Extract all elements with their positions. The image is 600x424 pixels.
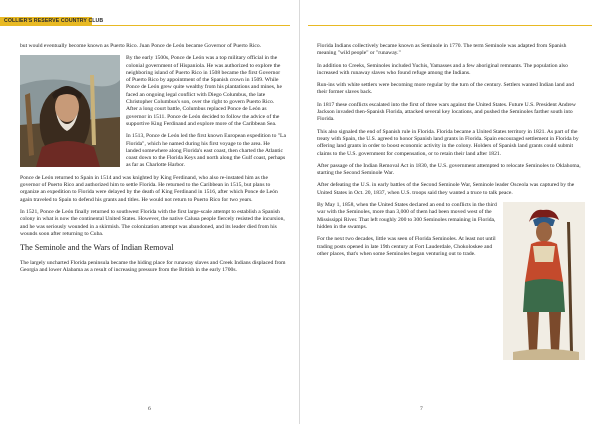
right-page bbox=[300, 0, 600, 424]
header-rule bbox=[308, 25, 592, 26]
right-text-column bbox=[317, 43, 585, 362]
paragraph: By May 1, 1858, when the United States declared an end to conflicts in the third war with the Seminoles, more than 3,000 of them had been moved west of the Mississippi River. That left roughly 200 to 300 Seminoles remaining in Florida, hidden in the swamps. bbox=[317, 202, 497, 230]
paragraph: Run-ins with white settlers were becoming more regular by the turn of the century. Settlers wanted Indian land and their former slaves back. bbox=[317, 82, 575, 96]
page-number: 7 bbox=[420, 406, 423, 412]
paragraph: The largely uncharted Florida peninsula became the hiding place for runaway slaves and Creek Indians displaced from Georgia and lower Alabama as a result of increasing pressure from the British in the early 1700s. bbox=[20, 260, 286, 274]
section-heading: The Seminole and the Wars of Indian Removal bbox=[20, 243, 174, 253]
page-number: 6 bbox=[148, 406, 151, 412]
paragraph: After passage of the Indian Removal Act in 1830, the U.S. government attempted to relocate Seminoles to Oklahoma, starting the Second Seminole War. bbox=[317, 162, 581, 177]
paragraph: In addition to Creeks, Seminoles included Yuchis, Yamasses and a few aboriginal remnants. The population also increased with runaway slaves who found refuge among the Indians. bbox=[317, 62, 568, 76]
seminole-figure bbox=[503, 202, 585, 360]
paragraph: For the next two decades, little was seen of Florida Seminoles. At least not until trading posts opened in late 19th century at Fort Lauderdale, Chokoloskee and other places, that's when some Seminoles began venturing out to trade. bbox=[317, 236, 496, 257]
paragraph: By the early 1500s, Ponce de León was a top military official in the colonial government of Hispaniola. He was authorized to explore the neighboring island of Puerto Rico in 1508 became the first Governor of Puerto Rico by appointment of the Spanish crown in 1509. While Ponce de León grew quite wealthy from his plantations and mines, he faced an ongoing legal conflict with Diego Columbus, the late Christopher Columbus's son, over the right to govern Puerto Rico. After a long court battle, Columbus replaced Ponce de León as governor in 1511. Ponce de León decided to follow the advice of the supportive King Ferdinand and explore more of the Caribbean Sea. bbox=[126, 55, 282, 127]
paragraph: but would eventually become known as Puerto Rico. Juan Ponce de León became Governor of Puerto Rico. bbox=[20, 43, 262, 49]
ponce-de-leon-portrait bbox=[20, 55, 120, 167]
header-rule bbox=[92, 25, 290, 26]
paragraph: This also signaled the end of Spanish rule in Florida. Florida became a United States territory in 1821. As part of the treaty with Spain, the U.S. agreed to honor Spanish land grants in Florida. Spain encouraged settlement in Florida by offering land grants in order to boost economic activity in the colony. Holders of Spanish land grants could submit claims to the U.S. government for compensation, or to retain their land after 1821. bbox=[317, 128, 579, 157]
paragraph: In 1513, Ponce de León led the first known European expedition to "La Florida", which he named during his first voyage to the area. He landed somewhere along Florida's east coast, then charted the Atlantic coast down to the Florida Keys and north along the Gulf coast, perhaps as far as Charlotte Harbor. bbox=[126, 133, 286, 169]
paragraph: In 1817 these conflicts escalated into the first of three wars against the United States. Future U.S. President Andrew Jackson invaded then-Spanish Florida, attacked several key locations, and pushed the Seminoles farther south into Florida. bbox=[317, 101, 576, 123]
portrait-illustration bbox=[20, 55, 120, 167]
paragraph: Ponce de León returned to Spain in 1514 and was knighted by King Ferdinand, who also re-instated him as the governor of Puerto Rico and authorized him to settle Florida. He returned to the Caribbean in 1515, but plans to organize an expedition to Florida were delayed by the death of King Ferdinand in 1516, after which Ponce de León again traveled to Spain to defend his grants and titles. He would not return to Puerto Rico for two years. bbox=[20, 174, 278, 203]
running-header: COLLIER'S RESERVE COUNTRY CLUB bbox=[0, 17, 92, 26]
paragraph: Florida Indians collectively became known as Seminole in 1770. The term Seminole was adapted from Spanish meaning "wild people" or "runaway." bbox=[317, 43, 567, 57]
paragraph: In 1521, Ponce de León finally returned to southwest Florida with the first large-scale attempt to establish a Spanish colony in what is now the continental United States. However, the native Calusa people fiercely resisted the incursion, and he was seriously wounded in a skirmish. The colonization attempt was abandoned, and its leader died from his wounds soon after returning to Cuba. bbox=[20, 208, 285, 237]
seminole-leader-illustration bbox=[503, 202, 585, 360]
left-text-column bbox=[20, 43, 286, 280]
paragraph: After defeating the U.S. in early battles of the Second Seminole War, Seminole leader Osceola was captured by the United States in Oct. 20, 1837, when U.S. troops said they wanted a truce to talk peace. bbox=[317, 182, 575, 196]
